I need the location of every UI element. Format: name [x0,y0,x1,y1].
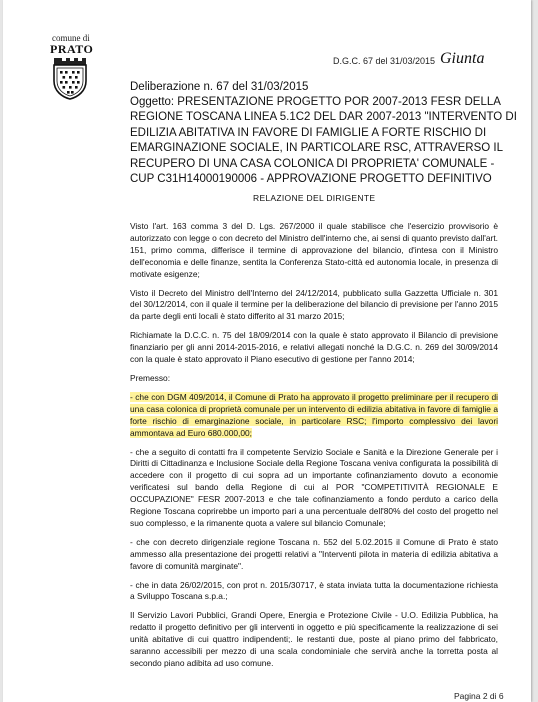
page-number: Pagina 2 di 6 [454,691,504,701]
oggetto-line: EDILIZIA ABITATIVA IN FAVORE DI FAMIGLIE A FORTE RISCHIO DI [130,126,487,139]
city-name: PRATO [50,42,94,56]
deliberation-title: Deliberazione n. 67 del 31/03/2015 [130,81,309,93]
paragraph: Visto l'art. 163 comma 3 del D. Lgs. 267/2000 il quale stabilisce che l'esercizio provvisorio è autorizzato con legge o con decreto del Ministro dell'interno che, ai sensi di quanto previsto dall'art. 151, primo comma, differisce il termine di approvazione del bilancio, d'intesa con il Ministro dell'economia e delle finanze, sentita la Conferenza Stato-città ed autonomia locale, in presenza di motivate esigenze; [130,221,498,279]
highlighted-text: - che con DGM 409/2014, il Comune di Prato ha approvato il progetto preliminare per il recupero di una casa colonica di proprietà comunale per un intervento di edilizia abitativa in favore di famiglie a forte rischio di emarginazione sociale, in particolare RSC; l'importo complessivo dei lavori ammontava ad Euro 680.000,00; [130,391,498,438]
oggetto-line: Oggetto: PRESENTAZIONE PROGETTO POR 2007-2013 FESR DELLA [130,96,501,108]
organ-title: Giunta [440,50,485,67]
highlighted-paragraph [130,392,498,440]
dgc-reference: D.G.C. 67 del 31/03/2015 [333,56,436,66]
oggetto-block [130,95,517,187]
section-title: RELAZIONE DEL DIRIGENTE [253,193,376,203]
oggetto-line: CUP C31H14000190006 - APPROVAZIONE PROGETTO DEFINITIVO [130,173,492,186]
paragraph: Visto il Decreto del Ministro dell'Interno del 24/12/2014, pubblicato sulla Gazzetta Ufficiale n. 301 del 30/12/2014, con il quale il termine per la deliberazione del bilancio di previsione per l'anno 2015 da parte degli enti locali è stato differito al 31 marzo 2015; [130,287,498,322]
paragraph: Il Servizio Lavori Pubblici, Grandi Opere, Energia e Protezione Civile - U.O. Edilizia Pubblica, ha redatto il progetto definitivo per gli interventi in oggetto e più specificamente la realizzazione di sei unità abitative di cui quattro indipendenti;. le restanti due, poste al piano primo del fabbricato, saranno accessibili per mezzo di una scala condominiale che servirà anche la torretta posta al secondo piano adibita ad uso comune. [130,610,498,668]
paragraph: - che in data 26/02/2015, con prot n. 2015/30717, è stata inviata tutta la documentazione richiesta a Sviluppo Toscana s.p.a.; [130,579,498,602]
paragraph: Premesso: [130,372,171,383]
oggetto-line: EMARGINAZIONE SOCIALE, IN PARTICOLARE RSC, ATTRAVERSO IL [130,142,503,155]
oggetto-line: RECUPERO DI UNA CASA COLONICA DI PROPRIETA' COMUNALE - [130,157,495,170]
document-body [130,221,498,677]
prato-crest-icon [48,56,92,100]
paragraph: - che a seguito di contatti fra il competente Servizio Sociale e Sanità e la Direzione Generale per i Diritti di Cittadinanza e Inclusione Sociale della Regione Toscana veniva configurata la possibilità di accedere con il progetto di cui sopra ad un importante cofinanziamento dovuto a economie verificatesi sul bando della Regione di cui al POR "COMPETITIVITÀ REGIONALE E OCCUPAZIONE" FESR 2007-2013 e che tale cofinanziamento a fondo perduto a carico della Regione Toscana coprirebbe un importo pari a una percentuale dell'80% del costo del progetto nel suo complesso, e la rimanente quota a valere sul bilancio Comunale; [130,446,498,528]
oggetto-line: REGIONE TOSCANA LINEA 5.1C2 DEL DAR 2007-2013 "INTERVENTO DI [130,111,517,124]
paragraph: - che con decreto dirigenziale regione Toscana n. 552 del 5.02.2015 il Comune di Prato è stato ammesso alla presentazione dei progetti relativi a "Interventi pilota in materia di edilizia abitativa a favore di comunità marginate". [130,536,498,571]
document-page [3,0,531,702]
paragraph: Richiamate la D.C.C. n. 75 del 18/09/2014 con la quale è stato approvato il Bilancio di previsione finanziario per gli anni 2014-2015-2016, e relativi allegati nonché la D.G.C. n. 269 del 30/09/2014 con la quale è stato approvato il Piano esecutivo di gestione per l'anno 2014; [130,330,498,365]
comune-label: comune di [52,33,90,43]
